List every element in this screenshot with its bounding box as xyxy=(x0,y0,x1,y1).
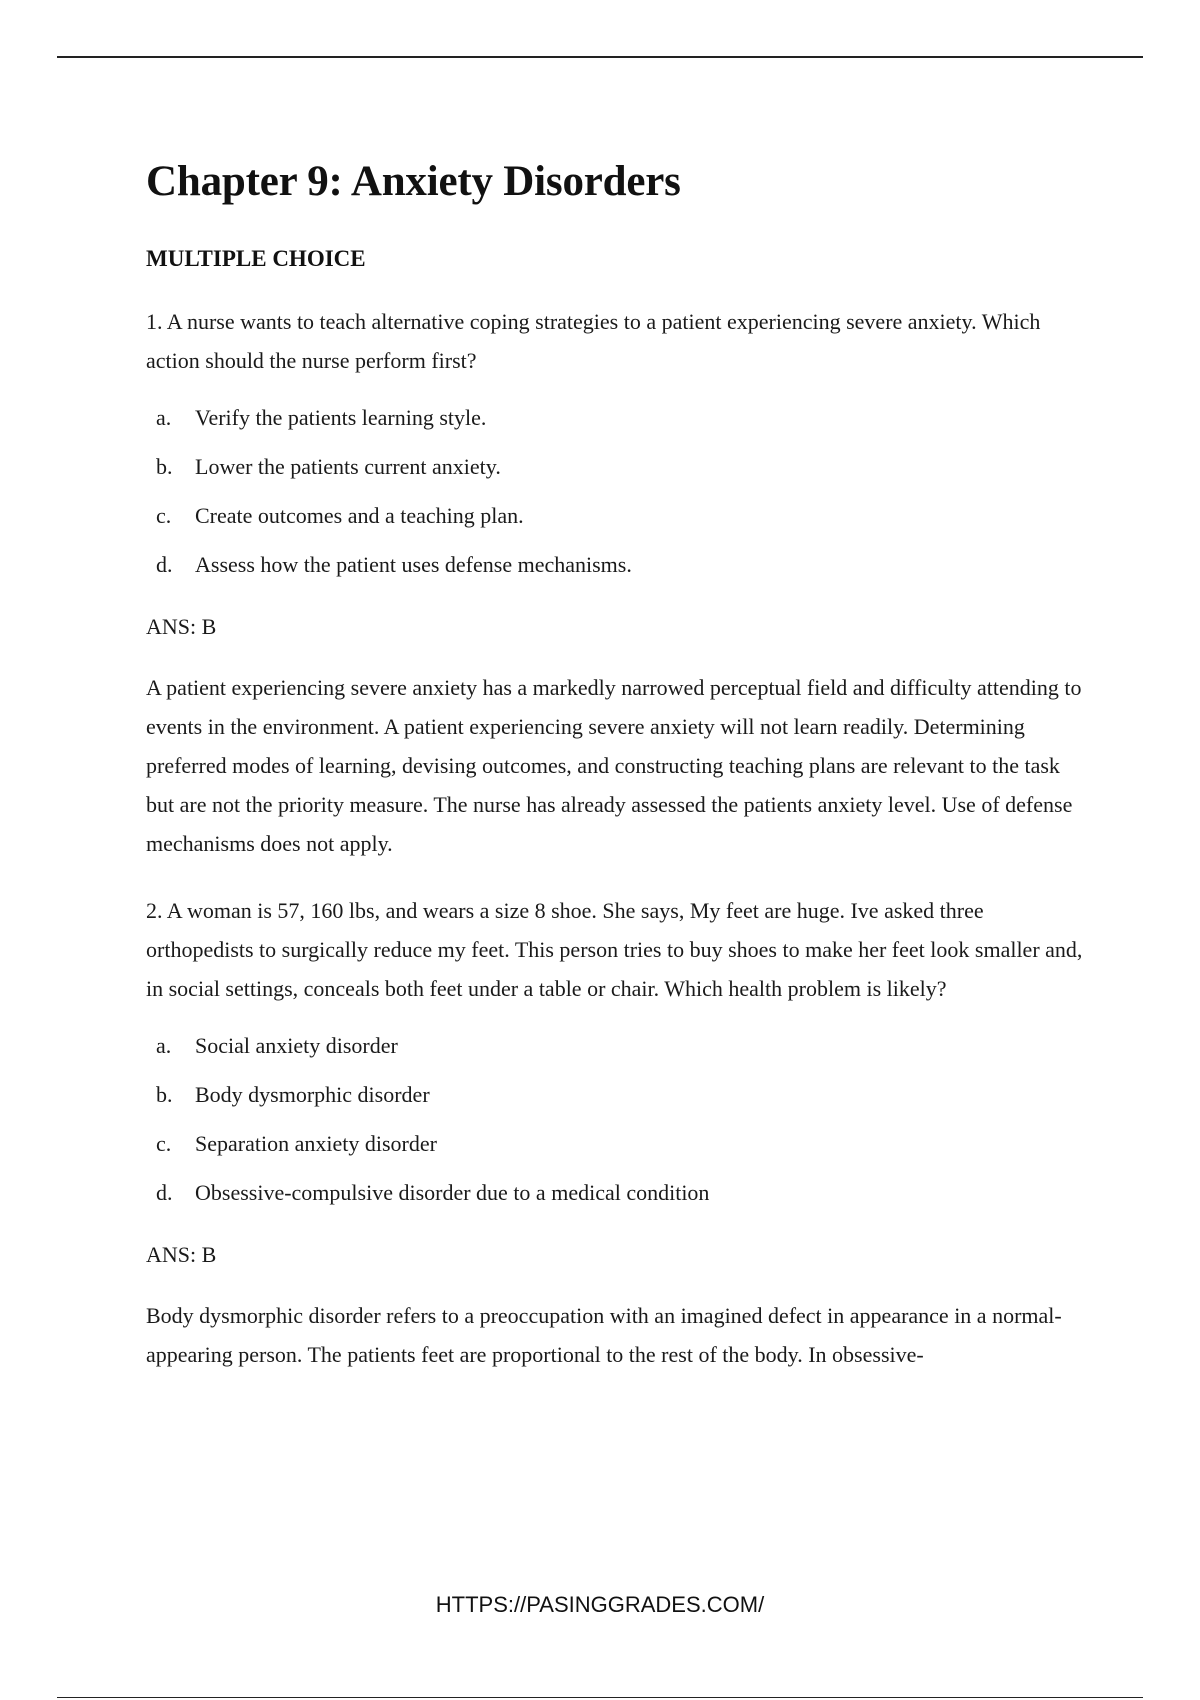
option-item xyxy=(146,402,1086,451)
question-block xyxy=(146,891,1086,1374)
question-block xyxy=(146,302,1086,863)
option-letter: c. xyxy=(156,503,172,528)
option-text: Separation anxiety disorder xyxy=(195,1131,437,1156)
option-letter: a. xyxy=(156,405,172,430)
answer-label: ANS: B xyxy=(146,1242,217,1267)
options-list xyxy=(146,1030,1086,1226)
question-stem: 2. A woman is 57, 160 lbs, and wears a size 8 shoe. She says, My feet are huge. Ive asked three orthopedists to surgically reduce my feet. This person tries to buy shoes to make her feet look smaller and, in social settings, conceals both feet under a table or chair. Which health problem is likely? xyxy=(146,898,1083,1001)
option-item xyxy=(146,1079,1086,1128)
option-text: Assess how the patient uses defense mechanisms. xyxy=(195,552,632,577)
option-item xyxy=(146,1128,1086,1177)
option-letter: a. xyxy=(156,1033,172,1058)
option-item xyxy=(146,500,1086,549)
option-letter: b. xyxy=(156,454,173,479)
option-text: Social anxiety disorder xyxy=(195,1033,398,1058)
options-list xyxy=(146,402,1086,598)
option-item xyxy=(146,1177,1086,1226)
bottom-rule xyxy=(57,1697,1143,1698)
option-letter: d. xyxy=(156,1180,173,1205)
top-rule xyxy=(57,56,1143,58)
footer-url: HTTPS://PASINGGRADES.COM/ xyxy=(435,1592,765,1617)
option-letter: d. xyxy=(156,552,173,577)
option-text: Body dysmorphic disorder xyxy=(195,1082,430,1107)
option-letter: b. xyxy=(156,1082,173,1107)
option-item xyxy=(146,451,1086,500)
option-item xyxy=(146,1030,1086,1079)
option-letter: c. xyxy=(156,1131,172,1156)
chapter-title: Chapter 9: Anxiety Disorders xyxy=(146,158,681,205)
answer-explanation: Body dysmorphic disorder refers to a preoccupation with an imagined defect in appearance in a normal-appearing person. The patients feet are proportional to the rest of the body. In obsessive- xyxy=(146,1303,1062,1367)
option-text: Lower the patients current anxiety. xyxy=(195,454,501,479)
option-text: Obsessive-compulsive disorder due to a medical condition xyxy=(195,1180,710,1205)
answer-label: ANS: B xyxy=(146,614,217,639)
option-text: Verify the patients learning style. xyxy=(195,405,487,430)
option-text: Create outcomes and a teaching plan. xyxy=(195,503,524,528)
answer-explanation: A patient experiencing severe anxiety has a markedly narrowed perceptual field and difficulty attending to events in the environment. A patient experiencing severe anxiety will not learn readily. Determining preferred modes of learning, devising outcomes, and constructing teaching plans are relevant to the task but are not the priority measure. The nurse has already assessed the patients anxiety level. Use of defense mechanisms does not apply. xyxy=(146,675,1082,856)
section-label: MULTIPLE CHOICE xyxy=(146,246,366,271)
option-item xyxy=(146,549,1086,598)
question-stem: 1. A nurse wants to teach alternative coping strategies to a patient experiencing severe anxiety. Which action should the nurse perform first? xyxy=(146,309,1041,373)
page-content xyxy=(146,152,1086,1374)
